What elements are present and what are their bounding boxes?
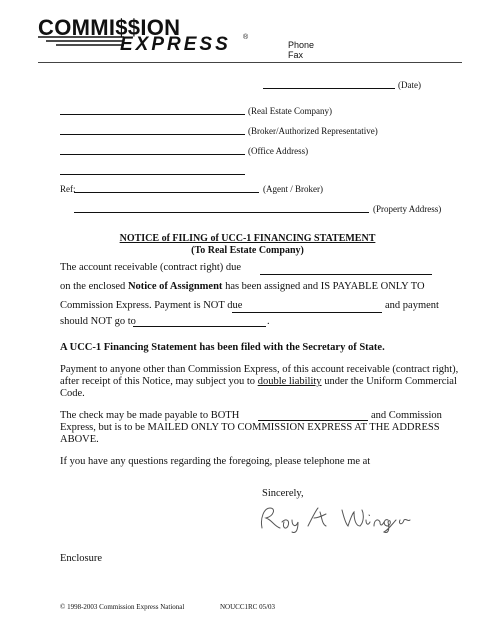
p4-line2: Express, but is to be MAILED ONLY TO COMMISSION EXPRESS AT THE ADDRESS <box>60 422 440 433</box>
ref-label: Ref: <box>60 184 76 194</box>
p1-line4-post: . <box>267 316 270 327</box>
real-estate-company-line[interactable] <box>60 114 245 115</box>
date-label: (Date) <box>398 80 421 90</box>
p4-line1-pre: The check may be made payable to BOTH <box>60 410 240 421</box>
p5: If you have any questions regarding the foregoing, please telephone me at <box>60 456 371 467</box>
fax-label: Fax <box>288 50 304 60</box>
notice-of-assignment: Notice of Assignment <box>127 281 223 292</box>
agent-broker-line[interactable] <box>74 192 259 193</box>
p4-line3: ABOVE. <box>60 434 99 445</box>
real-estate-company-label: (Real Estate Company) <box>248 106 332 116</box>
sincerely: Sincerely, <box>262 488 304 499</box>
header-divider <box>38 62 462 63</box>
copyright: © 1998-2003 Commission Express National <box>60 603 185 611</box>
property-address-line[interactable] <box>74 212 369 213</box>
date-line[interactable] <box>263 88 395 89</box>
form-code: NOUCC1RC 05/03 <box>220 603 276 611</box>
ucc-filed-statement: A UCC-1 Financing Statement has been filed with the Secretary of State. <box>60 342 385 353</box>
p1-line2-post: has been assigned and IS PAYABLE ONLY TO <box>222 281 425 292</box>
p1-line1: The account receivable (contract right) due <box>60 262 242 273</box>
double-liability: double liability <box>257 376 322 387</box>
p1-line3-pre: Commission Express. Payment is NOT due <box>60 300 243 311</box>
payment-due-line[interactable] <box>232 312 382 313</box>
p3-line1: Payment to anyone other than Commission Express, of this account receivable (contract right), <box>60 364 459 375</box>
debtor-line[interactable] <box>260 274 432 275</box>
enclosure: Enclosure <box>60 553 102 564</box>
agent-broker-label: (Agent / Broker) <box>263 184 323 194</box>
office-address-line-2[interactable] <box>60 174 245 175</box>
office-address-label: (Office Address) <box>248 146 309 156</box>
notice-title: NOTICE of FILING of UCC-1 FINANCING STATEMENT <box>119 233 376 244</box>
registered-mark: ® <box>243 34 249 41</box>
property-address-label: (Property Address) <box>373 204 442 214</box>
p3-line3: Code. <box>60 388 85 399</box>
company-logo-bottom: EXPRESS <box>120 34 231 55</box>
logo-speed-lines <box>38 35 124 49</box>
p1-line2 <box>60 281 436 292</box>
broker-line[interactable] <box>60 134 245 135</box>
p3-line2 <box>60 376 457 387</box>
p1-line4-pre: should NOT go to <box>60 316 136 327</box>
notice-subtitle: (To Real Estate Company) <box>191 245 304 256</box>
payable-to-line[interactable] <box>258 420 368 421</box>
office-address-line[interactable] <box>60 154 245 155</box>
broker-label: (Broker/Authorized Representative) <box>248 126 378 136</box>
p4-line1-post: and Commission <box>371 410 442 421</box>
should-not-go-line[interactable] <box>133 326 266 327</box>
p1-line2-pre: on the enclosed <box>60 281 128 292</box>
company-logo-top: COMMI$$ION <box>38 15 181 40</box>
p3-line2-post: under the Uniform Commercial <box>321 376 457 387</box>
phone-label: Phone <box>288 40 315 50</box>
p1-line3-post: and payment <box>385 300 439 311</box>
p3-line2-pre: after receipt of this Notice, may subject you to <box>60 376 258 387</box>
